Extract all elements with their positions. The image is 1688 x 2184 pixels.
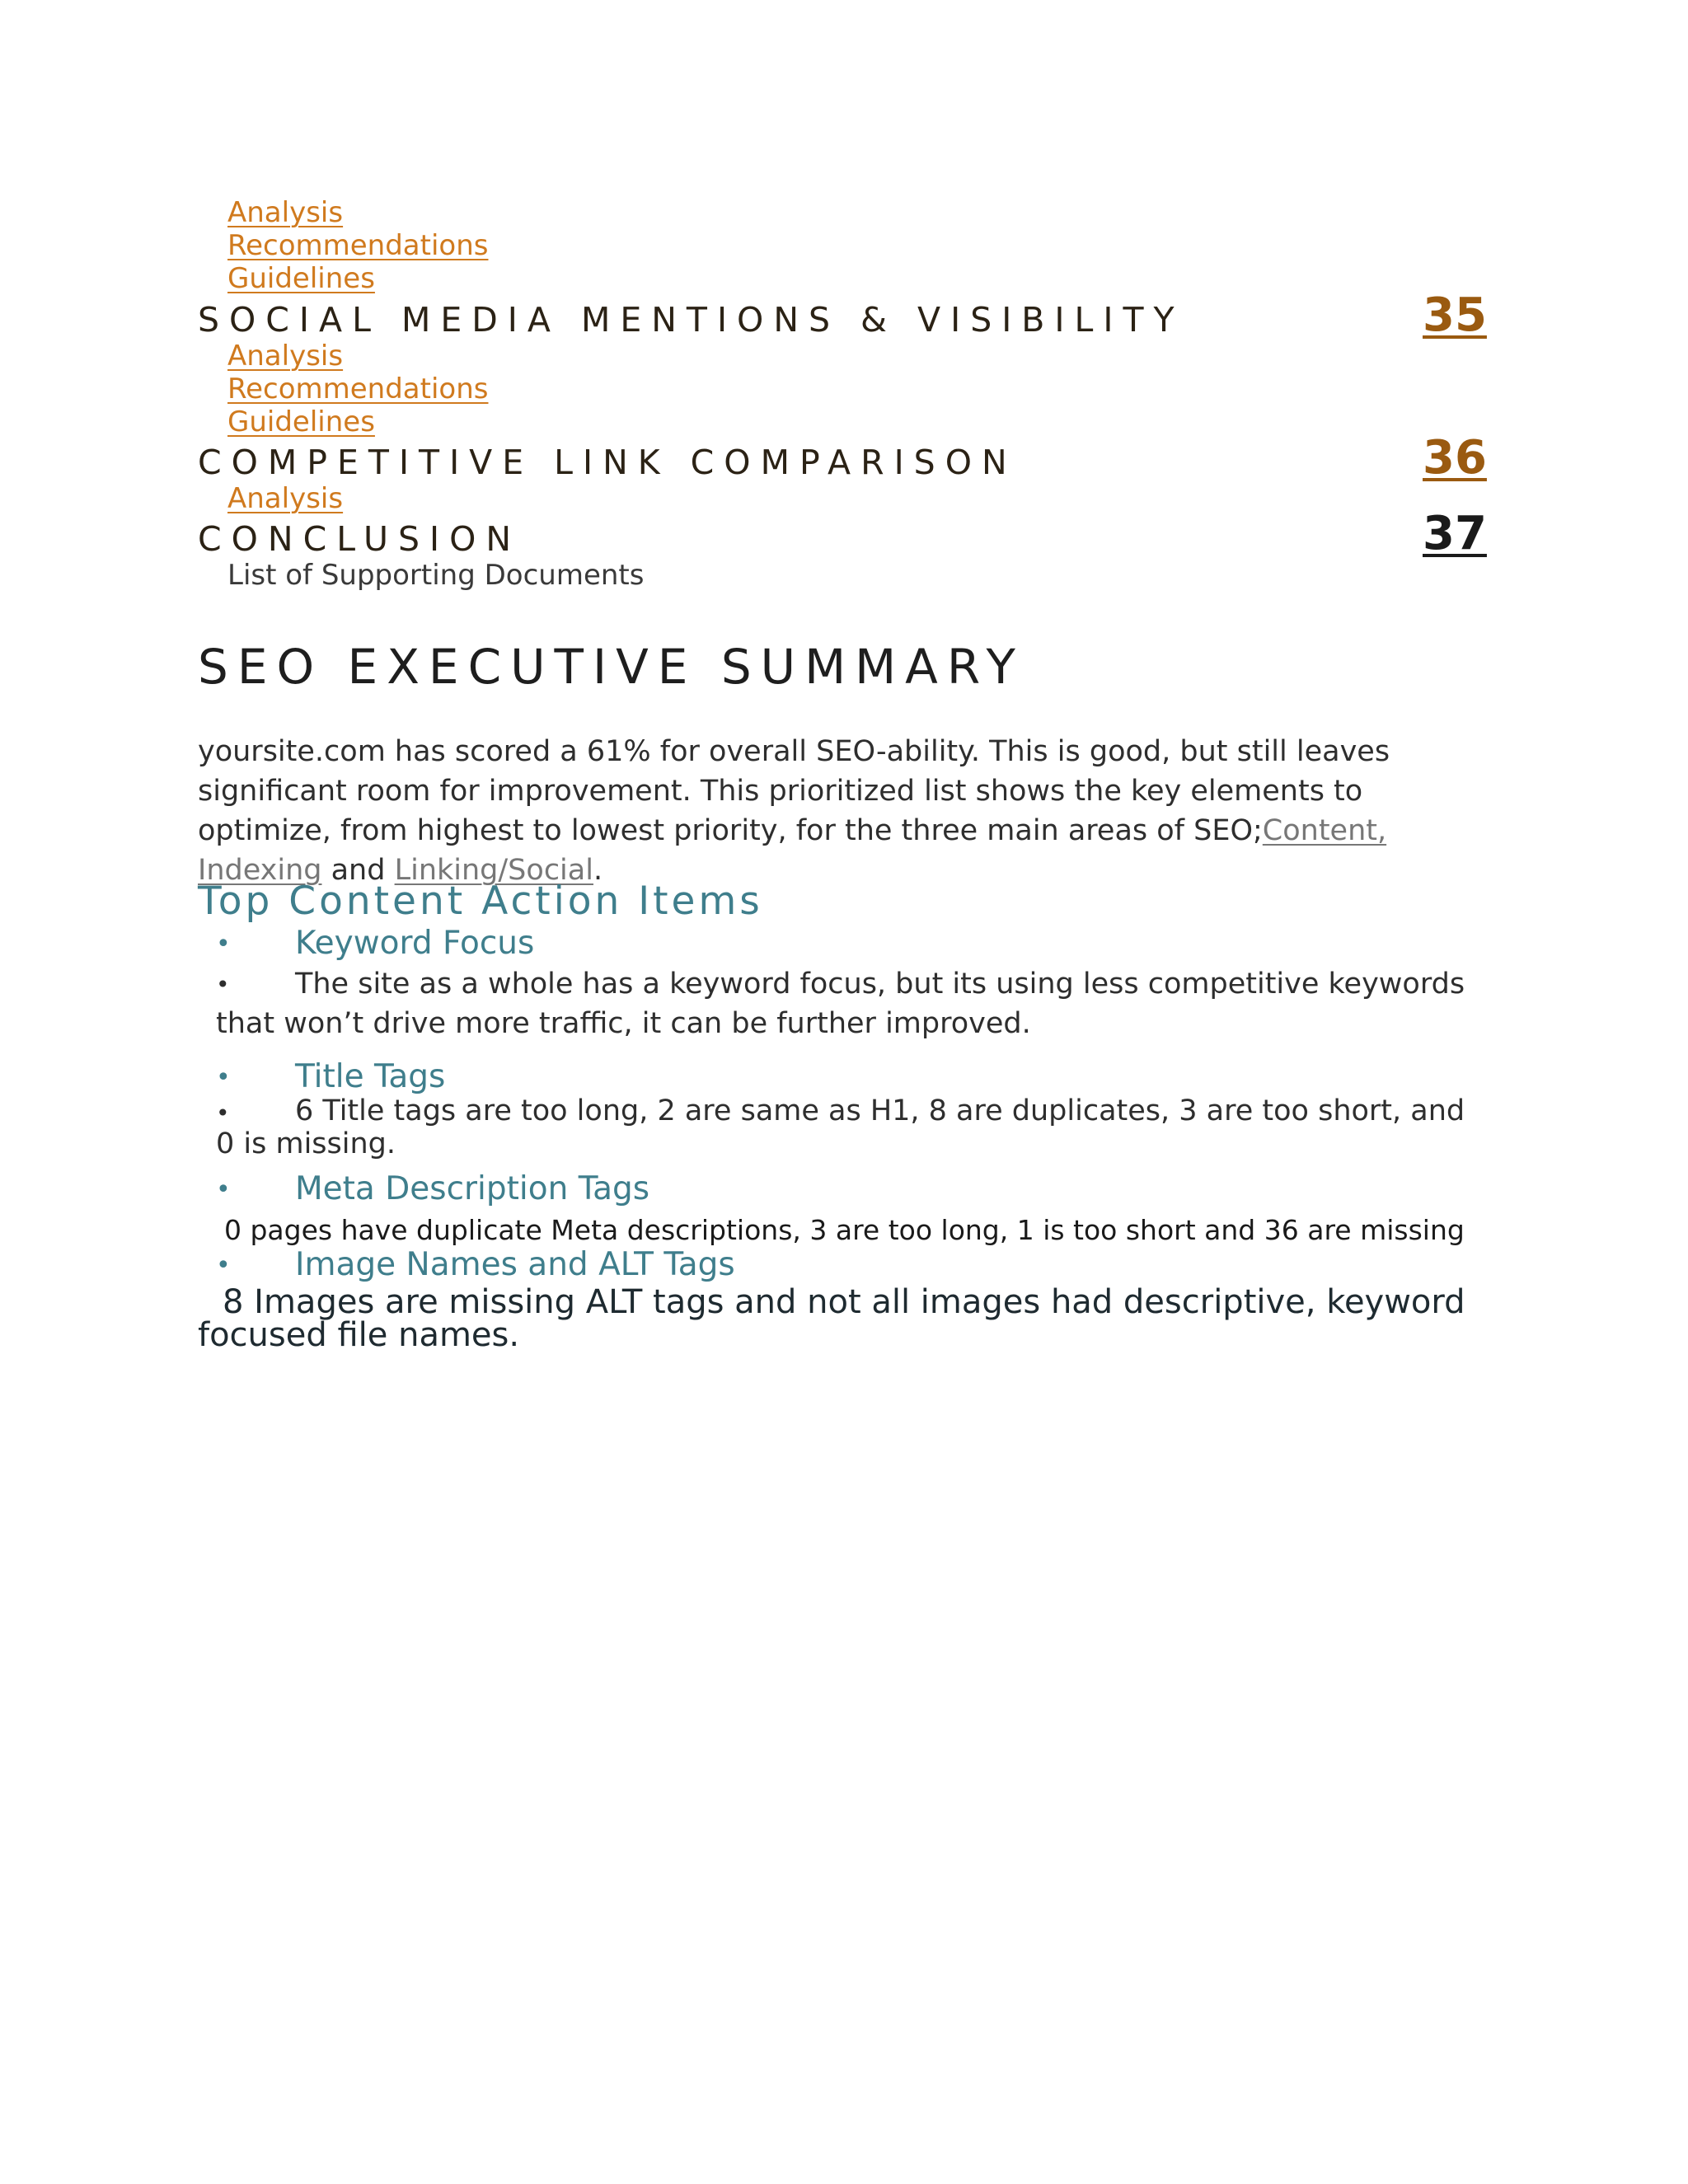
summary-intro-end: . (593, 854, 603, 887)
toc-link-social-recommendations[interactable]: Recommendations (227, 373, 489, 405)
summary-intro-paragraph (198, 732, 1484, 890)
toc-page-conclusion[interactable]: 37 (1423, 507, 1487, 560)
toc-link-guidelines[interactable]: Guidelines (227, 262, 375, 295)
content-indexing-link[interactable]: Content, Indexing (198, 814, 1387, 887)
toc-link-recommendations[interactable]: Recommendations (227, 229, 489, 262)
keyword-focus-body: The site as a whole has a keyword focus, but its using less competitive keywords that won’t drive more traffic, it can be further improved. (216, 968, 1465, 1040)
toc-page-social-media[interactable]: 35 (1423, 288, 1487, 342)
toc-page-competitive-link[interactable]: 36 (1423, 431, 1487, 485)
meta-description-body: 0 pages have duplicate Meta descriptions, 3 are too long, 1 is too short and 36 are missing (224, 1214, 1465, 1246)
toc-link-competitive-analysis[interactable]: Analysis (227, 482, 344, 515)
bullet-image-names: • (216, 1251, 231, 1280)
keyword-focus-title: Keyword Focus (295, 925, 535, 962)
toc-heading-conclusion: CONCLUSION (198, 519, 522, 559)
bullet-keyword-focus-body: • (216, 971, 230, 998)
meta-description-title: Meta Description Tags (295, 1170, 650, 1207)
summary-intro-text: yoursite.com has scored a 61% for overall SEO-ability. This is good, but still leaves significant room for improvement. This prioritized list shows the key elements to optimize, from highest to lowest priority, for the three main areas of SEO; (198, 735, 1390, 847)
bullet-meta-description: • (216, 1175, 231, 1204)
toc-sub-supporting-documents: List of Supporting Documents (227, 559, 645, 592)
bullet-title-tags: • (216, 1063, 231, 1092)
bullet-title-tags-body: • (216, 1099, 230, 1127)
bullet-keyword-focus: • (216, 930, 231, 958)
toc-link-social-analysis[interactable]: Analysis (227, 340, 344, 373)
toc-heading-social-media: SOCIAL MEDIA MENTIONS & VISIBILITY (198, 300, 1184, 340)
image-names-title: Image Names and ALT Tags (295, 1246, 735, 1283)
title-tags-body: 6 Title tags are too long, 2 are same as H1, 8 are duplicates, 3 are too short, and 0 is missing. (216, 1094, 1465, 1160)
toc-link-social-guidelines[interactable]: Guidelines (227, 405, 375, 438)
linking-social-link[interactable]: Linking/Social (394, 854, 593, 887)
executive-summary-title: SEO EXECUTIVE SUMMARY (198, 639, 1025, 695)
image-names-body: 8 Images are missing ALT tags and not all images had descriptive, keyword focused file names. (198, 1283, 1465, 1354)
top-content-action-items-heading: Top Content Action Items (198, 879, 763, 924)
toc-link-analysis[interactable]: Analysis (227, 196, 344, 229)
title-tags-title: Title Tags (295, 1058, 446, 1095)
toc-heading-competitive-link: COMPETITIVE LINK COMPARISON (198, 443, 1017, 482)
summary-intro-and: and (321, 854, 395, 887)
